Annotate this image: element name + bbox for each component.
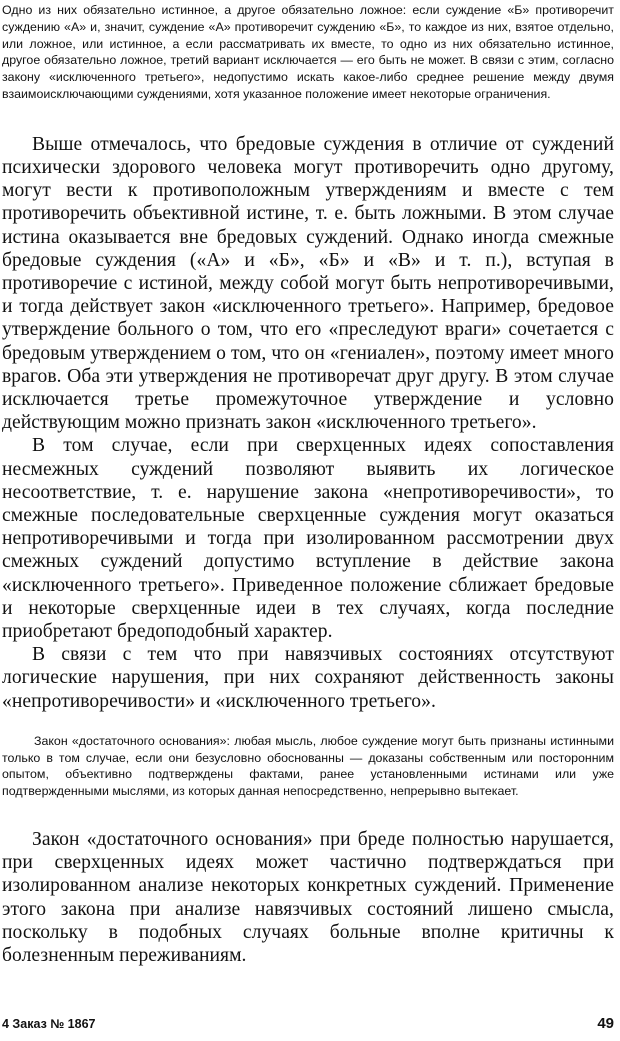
spacer [2,800,614,828]
paragraph-sufficient-reason: Закон «достаточного основания» при бреде полностью нарушается, при сверхценных идеях может частично подтверждаться при изолированном анализе некоторых конкретных суждений. Применение этого закона при анализе навязчивых состояний лишено смысла, поскольку в подобных случаях больные вполне критичны к болезненным переживаниям. [2,829,614,967]
printer-signature: 4 Заказ № 1867 [2,1017,96,1031]
page-number: 49 [597,1015,614,1032]
footnote-law-excluded-middle: Одно из них обязательно истинное, а другое обязательно ложное: если суждение «Б» противоречит суждению «А» и, значит, суждение «А» противоречит суждению «Б», то каждое из них, взятое отдельно, или ложное, или истинное, а если рассматривать их вместе, то одно из них обязательно истинное, другое обязательно ложное, третий вариант исключается — его быть не может. В связи с этим, согласно закону «исключенного третьего», недопустимо искать какое-либо среднее решение между двумя взаимоисключающими суждениями, хотя указанное положение имеет некоторые ограничения. [2,3,614,101]
footnote-law-sufficient-reason: Закон «достаточного основания»: любая мысль, любое суждение могут быть признаны истинными только в том случае, если они безусловно обоснованны — доказаны собственным или посторонним опытом, объективно подтверждены фактами, ранее установленными истинами или уже подтвержденными мыслями, из которых данная непосредственно, непрерывно вытекает. [2,733,614,799]
spacer [2,103,614,133]
paragraph-overvalued-ideas: В том случае, если при сверхценных идеях сопоставления несмежных суждений позволяют выявить их логическое несоответствие, т. е. нарушение закона «непротиворечивости», то смежные последовательные сверхценные суждения могут оказаться непротиворечивыми и тогда при изолированном рассмотрении двух смежных суждений допустимо вступление в действие закона «исключенного третьего». Приведенное положение сближает бредовые и некоторые сверхценные идеи в тех случаях, когда последние приобретают бредоподобный характер. [2,435,614,643]
page-footer [2,1017,614,1035]
paragraph-delusional-judgments: Выше отмечалось, что бредовые суждения в отличие от суждений психически здорового человека могут противоречить одно другому, могут вести к противоположным утверждениям и вместе с тем противоречить объективной истине, т. е. быть ложными. В этом случае истина оказывается вне бредовых суждений. Однако иногда смежные бредовые суждения («А» и «Б», «Б» и «В» и т. п.), вступая в противоречие с истиной, между собой могут быть непротиворечивыми, и тогда действует закон «исключенного третьего». Например, бредовое утверждение больного о том, что его «преследуют враги» сочетается с бредовым утверждением о том, что он «гениален», поэтому имеет много врагов. Оба эти утверждения не противоречат друг другу. В этом случае исключается третье промежуточное утверждение и условно действующим можно признать закон «исключенного третьего». [2,133,614,434]
paragraph-obsessive-states: В связи с тем что при навязчивых состояниях отсутствуют логические нарушения, при них сохраняют действенность законы «непротиворечивости» и «исключенного третьего». [2,644,614,712]
spacer [2,713,614,733]
